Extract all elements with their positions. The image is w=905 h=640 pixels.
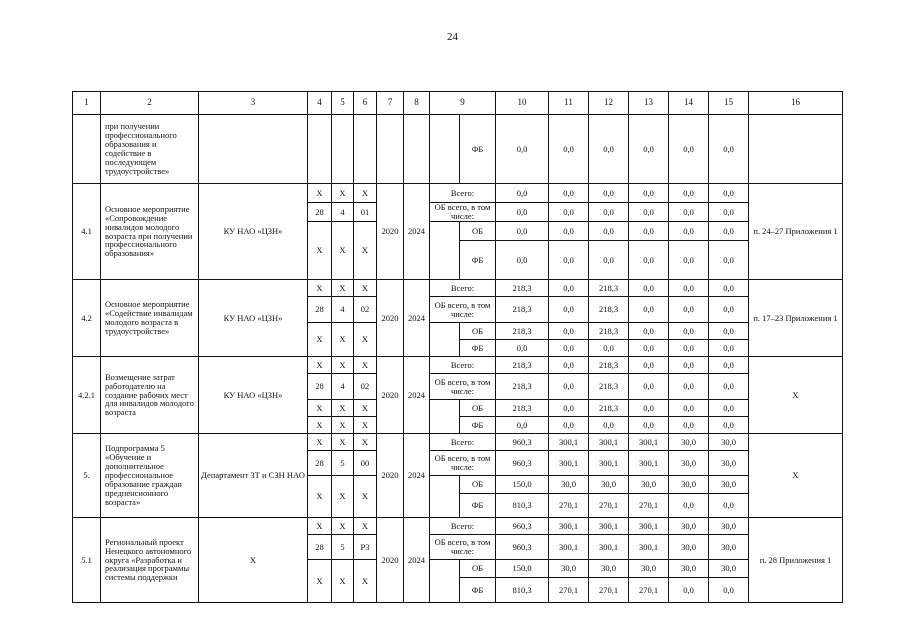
funding-source: ОБ (460, 222, 496, 241)
code-cell: Х (308, 518, 332, 535)
amount-cell: 810,3 (496, 494, 549, 518)
amount-cell: 0,0 (709, 357, 749, 374)
code-cell: Х (332, 222, 354, 280)
amount-cell: 0,0 (589, 222, 629, 241)
amount-cell: 0,0 (496, 417, 549, 434)
amount-cell: 0,0 (549, 297, 589, 323)
code-cell: 28 (308, 451, 332, 476)
amount-cell: 218,3 (496, 323, 549, 340)
table-cell (332, 115, 354, 184)
table-cell (73, 115, 101, 184)
table-cell (430, 323, 460, 357)
code-cell: Х (308, 476, 332, 518)
executor: КУ НАО «ЦЗН» (199, 184, 308, 280)
amount-cell: 270,1 (589, 494, 629, 518)
code-cell: 28 (308, 535, 332, 560)
start-year: 2020 (377, 357, 404, 434)
row-number: 4.1 (73, 184, 101, 280)
amount-cell: 30,0 (549, 560, 589, 578)
amount-cell: 300,1 (589, 535, 629, 560)
reference: Х (749, 434, 843, 518)
amount-cell: 270,1 (549, 578, 589, 603)
amount-cell: 218,3 (589, 357, 629, 374)
executor: КУ НАО «ЦЗН» (199, 357, 308, 434)
amount-cell: 270,1 (549, 494, 589, 518)
amount-cell: 0,0 (629, 297, 669, 323)
amount-cell: 300,1 (549, 518, 589, 535)
code-cell: Х (308, 560, 332, 603)
code-cell: 28 (308, 203, 332, 222)
code-cell: Х (308, 323, 332, 357)
amount-cell: 30,0 (669, 535, 709, 560)
code-cell: Х (354, 400, 377, 417)
amount-cell: 0,0 (669, 297, 709, 323)
amount-cell: 30,0 (709, 476, 749, 494)
amount-cell: 30,0 (669, 560, 709, 578)
amount-cell: 0,0 (709, 241, 749, 280)
measure-name: Подпрограмма 5 «Обучение и дополнительное профессиональное образование граждан предпенсионного возраста» (101, 434, 199, 518)
start-year: 2020 (377, 518, 404, 603)
amount-cell: 0,0 (709, 340, 749, 357)
amount-cell: 0,0 (669, 357, 709, 374)
amount-cell: 0,0 (496, 241, 549, 280)
column-header: 11 (549, 92, 589, 115)
amount-cell: 0,0 (549, 222, 589, 241)
end-year: 2024 (404, 184, 430, 280)
amount-cell: 150,0 (496, 560, 549, 578)
code-cell: Х (354, 434, 377, 451)
amount-cell: 218,3 (589, 374, 629, 400)
table-cell (430, 560, 460, 603)
funding-source: ФБ (460, 578, 496, 603)
code-cell: 00 (354, 451, 377, 476)
amount-cell: 300,1 (589, 434, 629, 451)
table-cell (199, 115, 308, 184)
amount-cell: 218,3 (589, 323, 629, 340)
column-header: 8 (404, 92, 430, 115)
amount-cell: 300,1 (629, 535, 669, 560)
amount-cell: 0,0 (709, 374, 749, 400)
amount-cell: 0,0 (629, 340, 669, 357)
amount-cell: 0,0 (709, 297, 749, 323)
amount-cell: 0,0 (549, 184, 589, 203)
end-year: 2024 (404, 434, 430, 518)
funding-source: Всего: (430, 434, 496, 451)
table-row (73, 434, 843, 451)
reference: п. 17–23 Приложения 1 (749, 280, 843, 357)
budget-table (72, 91, 843, 603)
column-header: 16 (749, 92, 843, 115)
amount-cell: 30,0 (629, 476, 669, 494)
row-number: 5. (73, 434, 101, 518)
code-cell: 5 (332, 535, 354, 560)
amount-cell: 0,0 (669, 241, 709, 280)
funding-source: ОБ всего, в том числе: (430, 203, 496, 222)
reference: п. 28 Приложения 1 (749, 518, 843, 603)
executor: Департамент ЗТ и СЗН НАО (199, 434, 308, 518)
code-cell: 4 (332, 203, 354, 222)
code-cell: Х (354, 560, 377, 603)
code-cell: Х (308, 417, 332, 434)
table-cell (749, 115, 843, 184)
amount-cell: 30,0 (709, 434, 749, 451)
measure-name: Региональный проект Ненецкого автономного округа «Разработка и реализация программы системы поддержки (101, 518, 199, 603)
amount-cell: 300,1 (549, 434, 589, 451)
amount-cell: 0,0 (629, 357, 669, 374)
amount-cell: 300,1 (629, 518, 669, 535)
column-header: 13 (629, 92, 669, 115)
funding-source: Всего: (430, 184, 496, 203)
amount-cell: 0,0 (629, 241, 669, 280)
amount-cell: 30,0 (709, 560, 749, 578)
funding-source: Всего: (430, 280, 496, 297)
code-cell: Х (354, 357, 377, 374)
amount-cell: 0,0 (709, 323, 749, 340)
column-header: 9 (430, 92, 496, 115)
code-cell: Х (354, 476, 377, 518)
amount-cell: 30,0 (709, 518, 749, 535)
code-cell: Х (332, 184, 354, 203)
code-cell: 02 (354, 374, 377, 400)
table-row (73, 280, 843, 297)
measure-name: Основное мероприятие «Сопровождение инвалидов молодого возраста при получении профессионального образования» (101, 184, 199, 280)
column-header: 6 (354, 92, 377, 115)
code-cell: 4 (332, 297, 354, 323)
funding-source: ОБ (460, 400, 496, 417)
code-cell: Х (332, 280, 354, 297)
code-cell: Х (332, 417, 354, 434)
row-number: 4.2 (73, 280, 101, 357)
amount-cell: 0,0 (589, 241, 629, 280)
table-cell (430, 476, 460, 518)
funding-source: ФБ (460, 241, 496, 280)
table-cell (430, 222, 460, 280)
amount-cell: 30,0 (549, 476, 589, 494)
amount-cell: 0,0 (549, 374, 589, 400)
funding-source: ОБ всего, в том числе: (430, 297, 496, 323)
amount-cell: 300,1 (549, 451, 589, 476)
amount-cell: 218,3 (589, 280, 629, 297)
code-cell: Х (354, 222, 377, 280)
funding-source: ОБ всего, в том числе: (430, 535, 496, 560)
column-header: 3 (199, 92, 308, 115)
code-cell: Х (354, 417, 377, 434)
continuation-row (73, 115, 843, 184)
column-header: 1 (73, 92, 101, 115)
amount-cell: 0,0 (629, 323, 669, 340)
amount-cell: 0,0 (669, 578, 709, 603)
amount-cell: 0,0 (669, 323, 709, 340)
executor: КУ НАО «ЦЗН» (199, 280, 308, 357)
table-row (73, 357, 843, 374)
measure-name: при получении профессионального образования и содействие в последующем трудоустройстве» (101, 115, 199, 184)
amount-cell: 270,1 (629, 494, 669, 518)
measure-name: Возмещение затрат работодателю на создание рабочих мест для инвалидов молодого возраста (101, 357, 199, 434)
amount-cell: 300,1 (589, 518, 629, 535)
funding-source: ОБ всего, в том числе: (430, 451, 496, 476)
funding-source: ОБ (460, 323, 496, 340)
amount-cell: 0,0 (496, 340, 549, 357)
start-year: 2020 (377, 434, 404, 518)
amount-cell: 0,0 (629, 280, 669, 297)
amount-cell: 0,0 (549, 115, 589, 184)
amount-cell: 0,0 (496, 115, 549, 184)
amount-cell: 0,0 (669, 222, 709, 241)
amount-cell: 0,0 (629, 417, 669, 434)
amount-cell: 0,0 (589, 203, 629, 222)
page-number: 24 (447, 31, 458, 43)
code-cell: Х (332, 323, 354, 357)
start-year: 2020 (377, 280, 404, 357)
amount-cell: 0,0 (496, 184, 549, 203)
amount-cell: 30,0 (669, 451, 709, 476)
code-cell: 5 (332, 451, 354, 476)
code-cell: Х (308, 357, 332, 374)
column-header: 14 (669, 92, 709, 115)
amount-cell: 0,0 (549, 400, 589, 417)
amount-cell: 0,0 (669, 340, 709, 357)
funding-source: Всего: (430, 518, 496, 535)
amount-cell: 0,0 (496, 222, 549, 241)
amount-cell: 300,1 (549, 535, 589, 560)
amount-cell: 300,1 (629, 434, 669, 451)
code-cell: Х (308, 222, 332, 280)
reference: п. 24–27 Приложения 1 (749, 184, 843, 280)
amount-cell: 0,0 (709, 400, 749, 417)
funding-source: ФБ (460, 115, 496, 184)
amount-cell: 0,0 (549, 340, 589, 357)
amount-cell: 150,0 (496, 476, 549, 494)
amount-cell: 960,3 (496, 451, 549, 476)
amount-cell: 0,0 (589, 184, 629, 203)
table-row (73, 184, 843, 203)
amount-cell: 0,0 (709, 417, 749, 434)
amount-cell: 0,0 (549, 323, 589, 340)
amount-cell: 0,0 (709, 494, 749, 518)
header-row (73, 92, 843, 115)
amount-cell: 960,3 (496, 518, 549, 535)
measure-name: Основное мероприятие «Содействие инвалидам молодого возраста в трудоустройстве» (101, 280, 199, 357)
amount-cell: 300,1 (589, 451, 629, 476)
funding-source: ОБ (460, 476, 496, 494)
code-cell: Х (332, 400, 354, 417)
amount-cell: 0,0 (669, 374, 709, 400)
funding-source: ОБ (460, 560, 496, 578)
amount-cell: 30,0 (669, 476, 709, 494)
amount-cell: 0,0 (669, 203, 709, 222)
code-cell: Х (332, 476, 354, 518)
amount-cell: 218,3 (496, 374, 549, 400)
table-cell (354, 115, 377, 184)
amount-cell: 0,0 (549, 357, 589, 374)
amount-cell: 0,0 (709, 203, 749, 222)
code-cell: Х (354, 323, 377, 357)
column-header: 2 (101, 92, 199, 115)
amount-cell: 30,0 (669, 518, 709, 535)
code-cell: Х (332, 434, 354, 451)
amount-cell: 0,0 (709, 578, 749, 603)
amount-cell: 218,3 (496, 297, 549, 323)
amount-cell: 0,0 (589, 340, 629, 357)
end-year: 2024 (404, 518, 430, 603)
amount-cell: 270,1 (629, 578, 669, 603)
code-cell: 28 (308, 374, 332, 400)
amount-cell: 0,0 (629, 203, 669, 222)
amount-cell: 0,0 (709, 184, 749, 203)
code-cell: Х (354, 280, 377, 297)
amount-cell: 218,3 (496, 280, 549, 297)
code-cell: Х (308, 434, 332, 451)
amount-cell: 218,3 (589, 400, 629, 417)
amount-cell: 300,1 (629, 451, 669, 476)
amount-cell: 30,0 (589, 560, 629, 578)
amount-cell: 0,0 (629, 222, 669, 241)
code-cell: Х (332, 518, 354, 535)
amount-cell: 0,0 (709, 115, 749, 184)
amount-cell: 0,0 (669, 417, 709, 434)
amount-cell: 0,0 (629, 374, 669, 400)
code-cell: Х (354, 184, 377, 203)
amount-cell: 0,0 (549, 417, 589, 434)
column-header: 15 (709, 92, 749, 115)
code-cell: Х (308, 184, 332, 203)
amount-cell: 960,3 (496, 535, 549, 560)
column-header: 7 (377, 92, 404, 115)
amount-cell: 218,3 (589, 297, 629, 323)
code-cell: Х (354, 518, 377, 535)
column-header: 10 (496, 92, 549, 115)
amount-cell: 0,0 (629, 400, 669, 417)
code-cell: Х (308, 400, 332, 417)
funding-source: ФБ (460, 494, 496, 518)
amount-cell: 30,0 (669, 434, 709, 451)
funding-source: ФБ (460, 340, 496, 357)
amount-cell: 0,0 (629, 115, 669, 184)
amount-cell: 810,3 (496, 578, 549, 603)
funding-source: Всего: (430, 357, 496, 374)
amount-cell: 0,0 (549, 203, 589, 222)
column-header: 4 (308, 92, 332, 115)
table-cell (430, 115, 460, 184)
code-cell: Х (308, 280, 332, 297)
amount-cell: 0,0 (549, 280, 589, 297)
amount-cell: 218,3 (496, 400, 549, 417)
row-number: 5.1 (73, 518, 101, 603)
amount-cell: 0,0 (669, 400, 709, 417)
executor: Х (199, 518, 308, 603)
end-year: 2024 (404, 357, 430, 434)
amount-cell: 0,0 (549, 241, 589, 280)
table-cell (430, 400, 460, 434)
table-row (73, 518, 843, 535)
amount-cell: 0,0 (589, 417, 629, 434)
amount-cell: 0,0 (709, 280, 749, 297)
amount-cell: 0,0 (669, 494, 709, 518)
amount-cell: 30,0 (709, 451, 749, 476)
code-cell: 02 (354, 297, 377, 323)
amount-cell: 270,1 (589, 578, 629, 603)
amount-cell: 30,0 (629, 560, 669, 578)
reference: Х (749, 357, 843, 434)
amount-cell: 0,0 (669, 184, 709, 203)
amount-cell: 0,0 (589, 115, 629, 184)
row-number: 4.2.1 (73, 357, 101, 434)
amount-cell: 218,3 (496, 357, 549, 374)
amount-cell: 30,0 (589, 476, 629, 494)
table-cell (404, 115, 430, 184)
amount-cell: 0,0 (629, 184, 669, 203)
column-header: 5 (332, 92, 354, 115)
amount-cell: 30,0 (709, 535, 749, 560)
start-year: 2020 (377, 184, 404, 280)
amount-cell: 960,3 (496, 434, 549, 451)
code-cell: 28 (308, 297, 332, 323)
end-year: 2024 (404, 280, 430, 357)
funding-source: ФБ (460, 417, 496, 434)
code-cell: 01 (354, 203, 377, 222)
amount-cell: 0,0 (496, 203, 549, 222)
code-cell: 4 (332, 374, 354, 400)
amount-cell: 0,0 (669, 115, 709, 184)
table-cell (377, 115, 404, 184)
amount-cell: 0,0 (709, 222, 749, 241)
code-cell: Р3 (354, 535, 377, 560)
amount-cell: 0,0 (669, 280, 709, 297)
code-cell: Х (332, 560, 354, 603)
code-cell: Х (332, 357, 354, 374)
funding-source: ОБ всего, в том числе: (430, 374, 496, 400)
column-header: 12 (589, 92, 629, 115)
table-cell (308, 115, 332, 184)
